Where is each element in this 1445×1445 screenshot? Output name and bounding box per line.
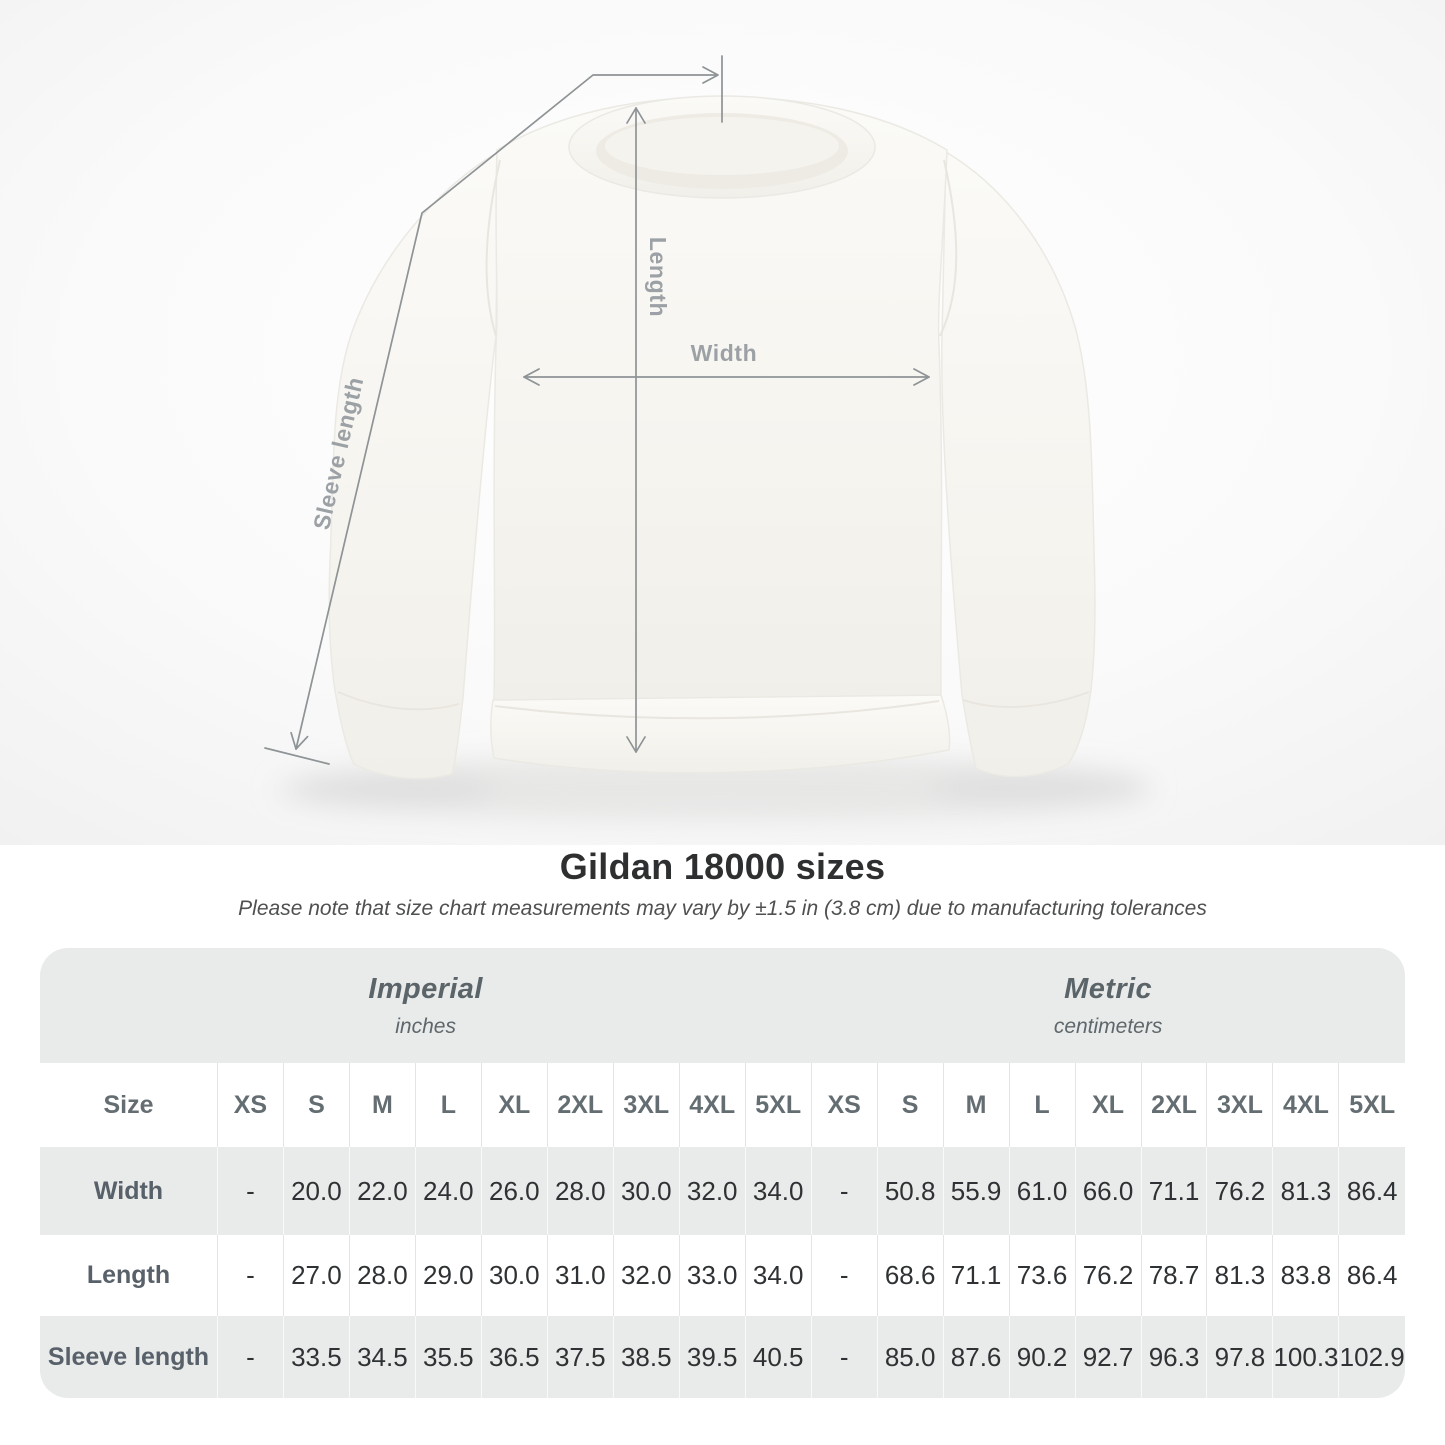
value-cell: 81.3 xyxy=(1207,1235,1273,1316)
value-cell: 39.5 xyxy=(679,1316,745,1398)
value-cell: 86.4 xyxy=(1339,1147,1405,1235)
value-cell: 32.0 xyxy=(679,1147,745,1235)
value-cell: 76.2 xyxy=(1207,1147,1273,1235)
heading-block xyxy=(0,846,1445,921)
value-cell: 30.0 xyxy=(481,1235,547,1316)
value-cell: 76.2 xyxy=(1075,1235,1141,1316)
width-row xyxy=(40,1147,1405,1235)
sweatshirt-illustration xyxy=(329,96,1095,779)
size-header: L xyxy=(1009,1063,1075,1147)
value-cell: - xyxy=(217,1235,283,1316)
size-corner-header: Size xyxy=(40,1063,217,1147)
value-cell: 78.7 xyxy=(1141,1235,1207,1316)
value-cell: 100.3 xyxy=(1273,1316,1339,1398)
size-header: 3XL xyxy=(613,1063,679,1147)
value-cell: 20.0 xyxy=(283,1147,349,1235)
value-cell: 27.0 xyxy=(283,1235,349,1316)
value-cell: 28.0 xyxy=(349,1235,415,1316)
width-measure-label: Width xyxy=(690,340,758,366)
hem-band xyxy=(491,695,950,773)
size-header: 5XL xyxy=(745,1063,811,1147)
value-cell: 66.0 xyxy=(1075,1147,1141,1235)
size-header: XL xyxy=(481,1063,547,1147)
value-cell: 81.3 xyxy=(1273,1147,1339,1235)
value-cell: 102.9 xyxy=(1339,1316,1405,1398)
value-cell: 33.5 xyxy=(283,1316,349,1398)
value-cell: 26.0 xyxy=(481,1147,547,1235)
value-cell: 33.0 xyxy=(679,1235,745,1316)
value-cell: 34.5 xyxy=(349,1316,415,1398)
sleeve-length-row xyxy=(40,1316,1405,1398)
size-table xyxy=(40,948,1405,1398)
page-title: Gildan 18000 sizes xyxy=(559,846,886,887)
length-row xyxy=(40,1235,1405,1316)
value-cell: 92.7 xyxy=(1075,1316,1141,1398)
value-cell: 24.0 xyxy=(415,1147,481,1235)
value-cell: 28.0 xyxy=(547,1147,613,1235)
row-label-length: Length xyxy=(40,1235,217,1316)
size-header: 4XL xyxy=(1273,1063,1339,1147)
size-header: M xyxy=(349,1063,415,1147)
value-cell: 85.0 xyxy=(877,1316,943,1398)
value-cell: 68.6 xyxy=(877,1235,943,1316)
value-cell: 61.0 xyxy=(1009,1147,1075,1235)
unit-group-row xyxy=(40,948,1405,1063)
size-header: S xyxy=(877,1063,943,1147)
value-cell: 86.4 xyxy=(1339,1235,1405,1316)
size-header: XL xyxy=(1075,1063,1141,1147)
value-cell: - xyxy=(217,1147,283,1235)
size-header: S xyxy=(283,1063,349,1147)
imperial-group-unit: inches xyxy=(395,1014,456,1038)
value-cell: 83.8 xyxy=(1273,1235,1339,1316)
value-cell: 71.1 xyxy=(943,1235,1009,1316)
value-cell: 35.5 xyxy=(415,1316,481,1398)
size-header: XS xyxy=(217,1063,283,1147)
value-cell: 87.6 xyxy=(943,1316,1009,1398)
value-cell: 55.9 xyxy=(943,1147,1009,1235)
size-header-row xyxy=(40,1063,1405,1147)
collar-inner-back xyxy=(605,117,839,175)
value-cell: 71.1 xyxy=(1141,1147,1207,1235)
size-header: 2XL xyxy=(1141,1063,1207,1147)
value-cell: 37.5 xyxy=(547,1316,613,1398)
value-cell: 34.0 xyxy=(745,1147,811,1235)
metric-group-unit: centimeters xyxy=(1053,1014,1163,1038)
row-label-sleeve-length: Sleeve length xyxy=(40,1316,217,1398)
value-cell: 22.0 xyxy=(349,1147,415,1235)
value-cell: 73.6 xyxy=(1009,1235,1075,1316)
value-cell: 96.3 xyxy=(1141,1316,1207,1398)
size-header: L xyxy=(415,1063,481,1147)
value-cell: 30.0 xyxy=(613,1147,679,1235)
size-header: 5XL xyxy=(1339,1063,1405,1147)
value-cell: - xyxy=(811,1316,877,1398)
value-cell: 29.0 xyxy=(415,1235,481,1316)
length-measure-label: Length xyxy=(645,236,671,318)
value-cell: 97.8 xyxy=(1207,1316,1273,1398)
size-header: XS xyxy=(811,1063,877,1147)
value-cell: 50.8 xyxy=(877,1147,943,1235)
size-table-grid xyxy=(40,948,1405,1398)
size-header: 4XL xyxy=(679,1063,745,1147)
imperial-group-label: Imperial xyxy=(368,972,483,1005)
size-header: M xyxy=(943,1063,1009,1147)
imperial-group-header xyxy=(40,948,811,1063)
value-cell: 34.0 xyxy=(745,1235,811,1316)
value-cell: 32.0 xyxy=(613,1235,679,1316)
sleeve-measure-label: Sleeve length xyxy=(307,374,369,533)
row-label-width: Width xyxy=(40,1147,217,1235)
tolerance-note: Please note that size chart measurements may vary by ±1.5 in (3.8 cm) due to manufacturing tolerances xyxy=(238,897,1207,920)
value-cell: 31.0 xyxy=(547,1235,613,1316)
value-cell: 40.5 xyxy=(745,1316,811,1398)
value-cell: - xyxy=(811,1147,877,1235)
size-header: 2XL xyxy=(547,1063,613,1147)
metric-group-header xyxy=(811,948,1405,1063)
value-cell: 38.5 xyxy=(613,1316,679,1398)
value-cell: 90.2 xyxy=(1009,1316,1075,1398)
value-cell: - xyxy=(217,1316,283,1398)
size-header: 3XL xyxy=(1207,1063,1273,1147)
metric-group-label: Metric xyxy=(1064,972,1152,1005)
value-cell: - xyxy=(811,1235,877,1316)
value-cell: 36.5 xyxy=(481,1316,547,1398)
